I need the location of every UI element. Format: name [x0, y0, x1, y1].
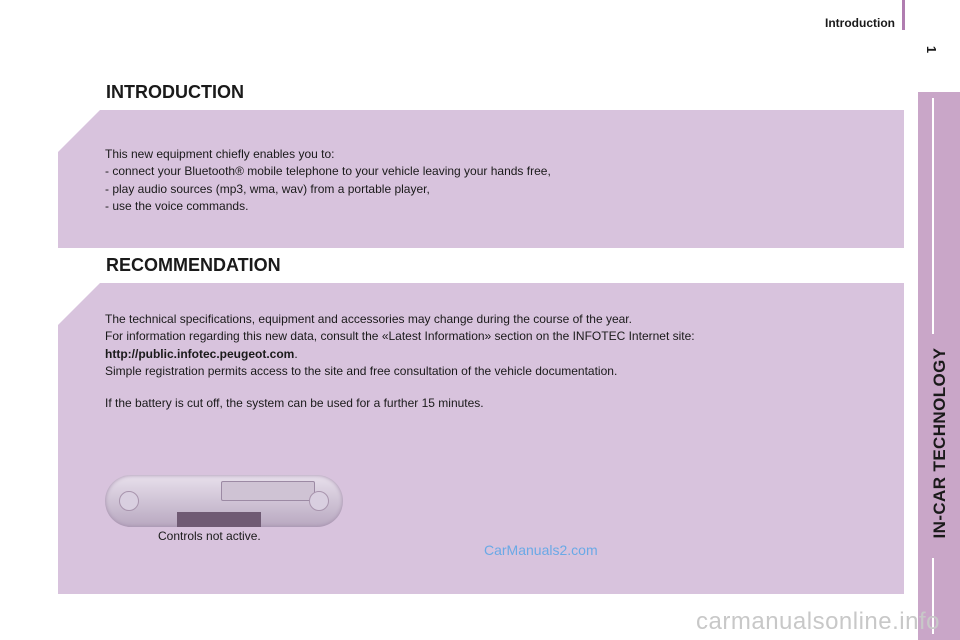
- recommendation-line: Simple registration permits access to the site and free consultation of the vehicle documentation.: [105, 364, 618, 379]
- intro-line: - connect your Bluetooth® mobile telephone to your vehicle leaving your hands free,: [105, 164, 551, 179]
- figure-caption: Controls not active.: [158, 529, 261, 543]
- device-knob-left: [119, 491, 139, 511]
- intro-heading: INTRODUCTION: [106, 82, 244, 102]
- header-divider: [902, 0, 905, 30]
- watermark-footer: carmanualsonline.info: [696, 608, 940, 635]
- page-header-title: Introduction: [825, 16, 895, 30]
- page-number: 1: [924, 45, 940, 54]
- recommendation-heading: RECOMMENDATION: [106, 255, 281, 275]
- side-tab-label: IN-CAR TECHNOLOGY: [930, 347, 949, 539]
- device-display: [221, 481, 315, 501]
- device-knob-right: [309, 491, 329, 511]
- intro-line: This new equipment chiefly enables you to:: [105, 147, 335, 161]
- url-suffix: .: [294, 346, 298, 361]
- device-control-strip: [177, 512, 261, 527]
- watermark-carmanuals2: CarManuals2.com: [484, 542, 598, 558]
- intro-text: [105, 146, 551, 216]
- recommendation-url-line: [105, 346, 695, 363]
- infotec-url-link[interactable]: http://public.infotec.peugeot.com: [105, 346, 295, 361]
- paragraph-gap: [105, 381, 695, 395]
- audio-unit-illustration: [105, 475, 343, 527]
- intro-line: - use the voice commands.: [105, 199, 249, 214]
- recommendation-text: [105, 311, 695, 412]
- side-tab-rule-top: [932, 98, 934, 334]
- recommendation-line: The technical specifications, equipment and accessories may change during the course of the year.: [105, 312, 632, 326]
- recommendation-line: If the battery is cut off, the system can be used for a further 15 minutes.: [105, 395, 484, 410]
- intro-line: - play audio sources (mp3, wma, wav) from a portable player,: [105, 181, 430, 196]
- recommendation-line: For information regarding this new data, consult the «Latest Information» section on the INFOTEC Internet site:: [105, 329, 695, 344]
